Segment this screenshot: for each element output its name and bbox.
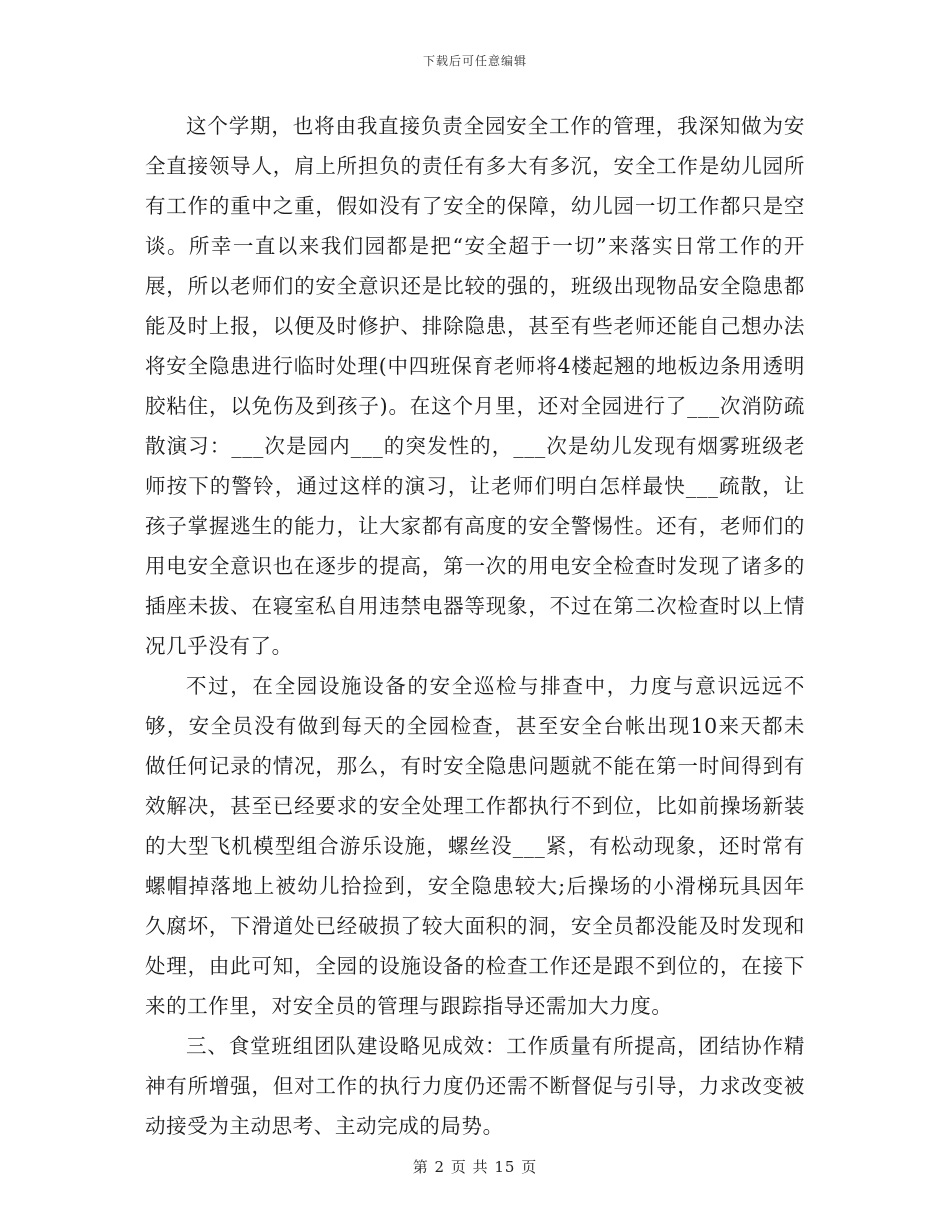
page-number-footer: 第 2 页 共 15 页 <box>412 1158 538 1176</box>
header-note: 下载后可任意编辑 <box>422 54 527 68</box>
paragraph-safety-management: 这个学期，也将由我直接负责全园安全工作的管理，我深知做为安全直接领导人，肩上所担负的责任有多大有多沉，安全工作是幼儿园所有工作的重中之重，假如没有了安全的保障，幼儿园一切工作都只是空谈。所幸一直以来我们园都是把“安全超于一切”来落实日常工作的开展，所以老师们的安全意识还是比较的强的，班级出现物品安全隐患都能及时上报，以便及时修护、排除隐患，甚至有些老师还能自己想办法将安全隐患进行临时处理(中四班保育老师将4楼起翘的地板边条用透明胶粘住，以免伤及到孩子)。在这个月里，还对全园进行了___次消防疏散演习：___次是园内___的突发性的，___次是幼儿发现有烟雾班级老师按下的警铃，通过这样的演习，让老师们明白怎样最快___疏散，让孩子掌握逃生的能力，让大家都有高度的安全警惕性。还有，老师们的用电安全意识也在逐步的提高，第一次的用电安全检查时发现了诸多的插座未拔、在寝室私自用违禁电器等现象，不过在第二次检查时以上情况几乎没有了。 <box>145 114 805 658</box>
document-body <box>145 106 805 1146</box>
paragraph-canteen-team: 三、食堂班组团队建设略见成效：工作质量有所提高，团结协作精神有所增强，但对工作的执行力度仍还需不断督促与引导，力求改变被动接受为主动思考、主动完成的局势。 <box>145 1034 805 1138</box>
paragraph-facility-inspection: 不过，在全园设施设备的安全巡检与排查中，力度与意识远远不够，安全员没有做到每天的全园检查，甚至安全台帐出现10来天都未做任何记录的情况，那么，有时安全隐患问题就不能在第一时间得到有效解决，甚至已经要求的安全处理工作都执行不到位，比如前操场新装的大型飞机模型组合游乐设施，螺丝没___紧，有松动现象，还时常有螺帽掉落地上被幼儿拾捡到，安全隐患较大;后操场的小滑梯玩具因年久腐坏，下滑道处已经破损了较大面积的洞，安全员都没能及时发现和处理，由此可知，全园的设施设备的检查工作还是跟不到位的，在接下来的工作里，对安全员的管理与跟踪指导还需加大力度。 <box>145 674 805 1018</box>
